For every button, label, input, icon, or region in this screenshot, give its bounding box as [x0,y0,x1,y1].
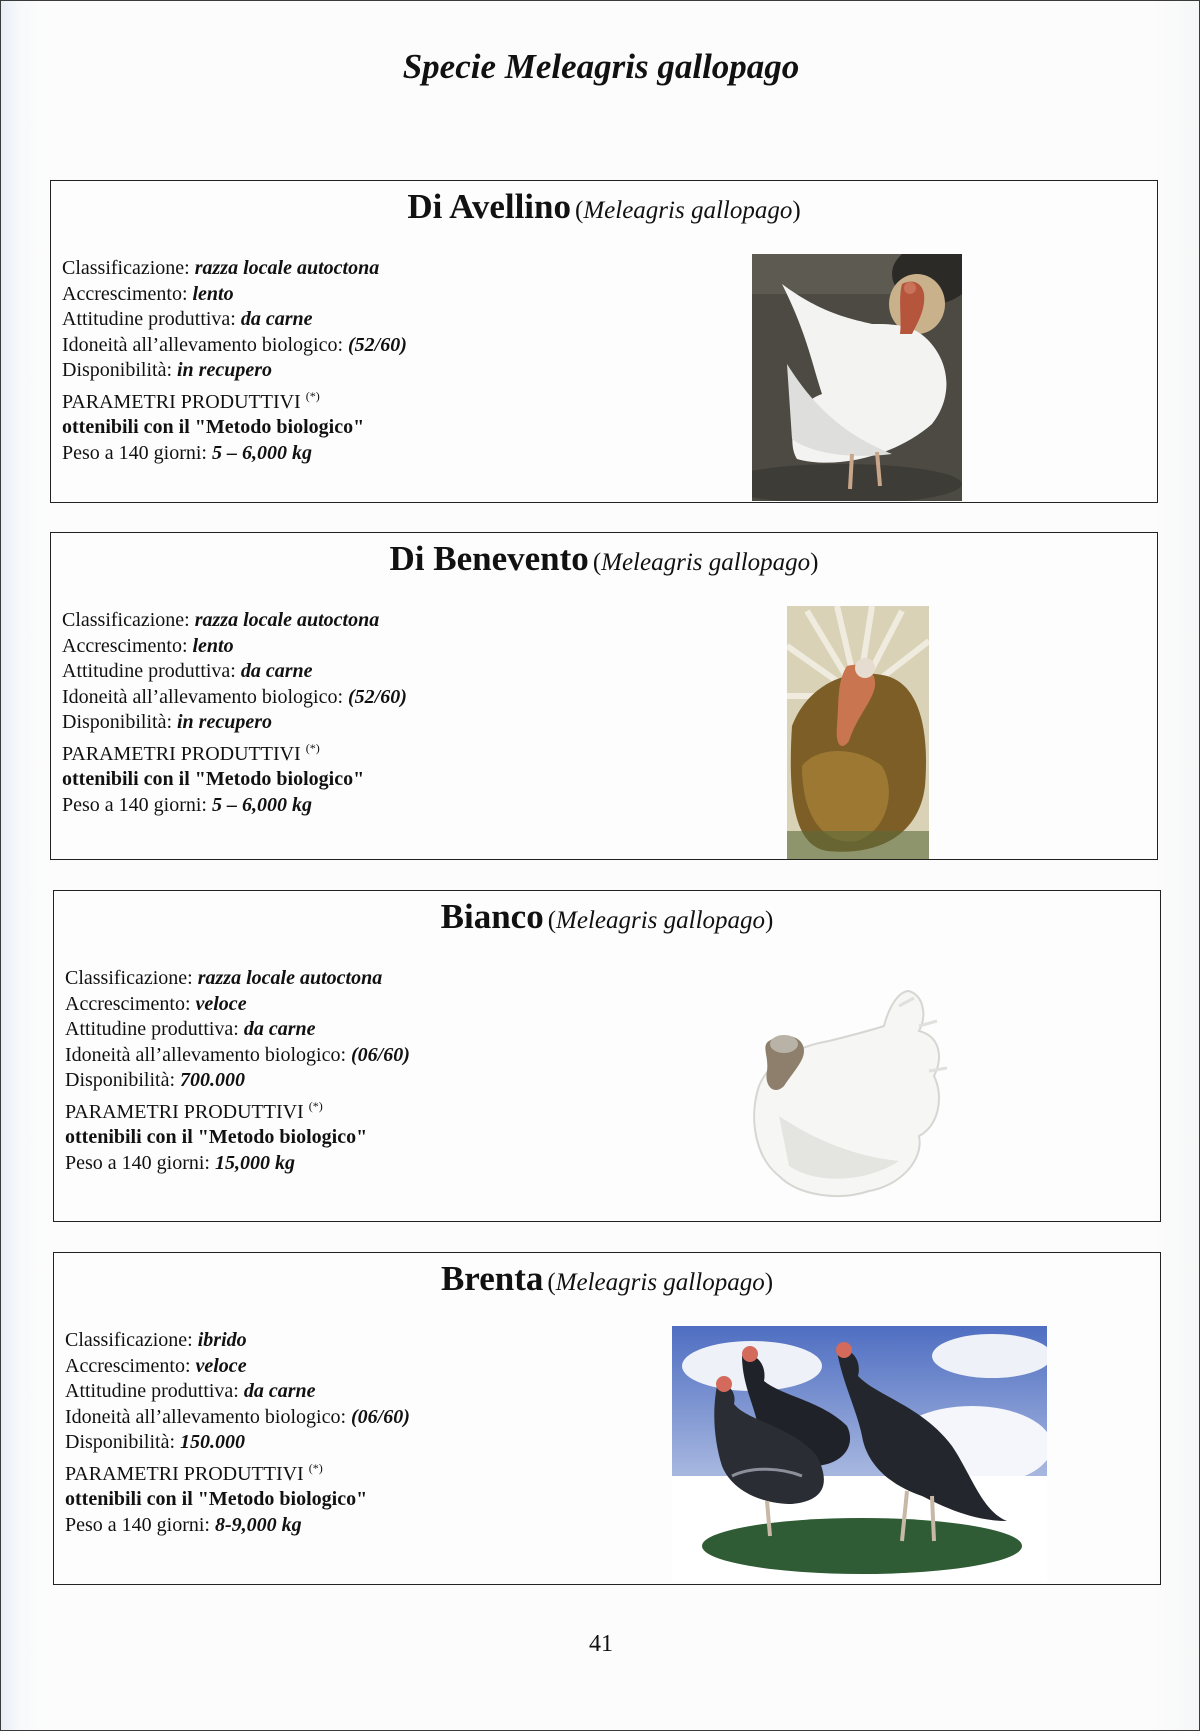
breed-title [54,1259,1160,1299]
breed-name: Brenta [440,1259,544,1298]
breed-name: Bianco [440,897,544,936]
spec-disponibilita: Disponibilità: 150.000 [65,1431,245,1453]
spec-classificazione: Classificazione: ibrido [65,1329,247,1351]
spec-peso: Peso a 140 giorni: 8-9,000 kg [65,1513,302,1536]
breed-name: Di Benevento [389,539,589,578]
spec-disponibilita: Disponibilità: in recupero [62,359,272,381]
spec-attitudine: Attitudine produttiva: da carne [65,1018,316,1040]
breed-card-di-benevento [50,532,1158,860]
spec-disponibilita: Disponibilità: in recupero [62,711,272,733]
breed-specs [65,1328,410,1538]
spec-idoneita: Idoneità all’allevamento biologico: (52/60) [62,333,407,356]
breed-latin-name: (Meleagris gallopago) [547,907,774,934]
spec-idoneita: Idoneità all’allevamento biologico: (06/60) [65,1405,410,1428]
breed-title [51,187,1157,227]
breed-latin-name: (Meleagris gallopago) [575,197,801,224]
dark-turkeys-group-photo [672,1326,1047,1581]
spec-peso: Peso a 140 giorni: 15,000 kg [65,1151,295,1174]
spec-metodo: ottenibili con il "Metodo biologico" [65,1126,368,1148]
spec-parametri: PARAMETRI PRODUTTIVI (*) [62,388,320,413]
spec-attitudine: Attitudine produttiva: da carne [62,308,313,330]
bronze-turkey-photo [787,606,929,859]
spec-attitudine: Attitudine produttiva: da carne [65,1380,316,1402]
spec-attitudine: Attitudine produttiva: da carne [62,660,313,682]
white-turkey-photo [752,254,962,501]
spec-accrescimento: Accrescimento: lento [62,634,234,657]
spec-accrescimento: Accrescimento: lento [62,282,234,305]
spec-disponibilita: Disponibilità: 700.000 [65,1069,245,1091]
breed-latin-name: (Meleagris gallopago) [547,1269,774,1296]
white-turkey-cutout-photo [749,986,959,1206]
spec-accrescimento: Accrescimento: veloce [65,992,247,1015]
page-number: 41 [589,1631,613,1657]
spec-classificazione: Classificazione: razza locale autoctona [62,257,380,279]
breed-title [51,539,1157,579]
breed-specs [65,966,410,1176]
breed-specs [62,256,407,466]
spec-metodo: ottenibili con il "Metodo biologico" [62,416,365,438]
breed-card-bianco [53,890,1161,1222]
breed-specs [62,608,407,818]
spec-classificazione: Classificazione: razza locale autoctona [62,609,380,631]
breed-name: Di Avellino [407,187,571,226]
spec-parametri: PARAMETRI PRODUTTIVI (*) [65,1098,323,1123]
breed-title [54,897,1160,937]
spec-classificazione: Classificazione: razza locale autoctona [65,967,383,989]
breed-latin-name: (Meleagris gallopago) [592,549,819,576]
page-title: Specie Meleagris gallopago [402,47,800,86]
breed-card-brenta [53,1252,1161,1585]
spec-parametri: PARAMETRI PRODUTTIVI (*) [62,740,320,765]
spec-peso: Peso a 140 giorni: 5 – 6,000 kg [62,441,312,464]
spec-accrescimento: Accrescimento: veloce [65,1354,247,1377]
breed-card-di-avellino [50,180,1158,503]
spec-idoneita: Idoneità all’allevamento biologico: (52/60) [62,685,407,708]
spec-parametri: PARAMETRI PRODUTTIVI (*) [65,1460,323,1485]
spec-peso: Peso a 140 giorni: 5 – 6,000 kg [62,793,312,816]
spec-idoneita: Idoneità all’allevamento biologico: (06/60) [65,1043,410,1066]
spec-metodo: ottenibili con il "Metodo biologico" [62,768,365,790]
spec-metodo: ottenibili con il "Metodo biologico" [65,1488,368,1510]
